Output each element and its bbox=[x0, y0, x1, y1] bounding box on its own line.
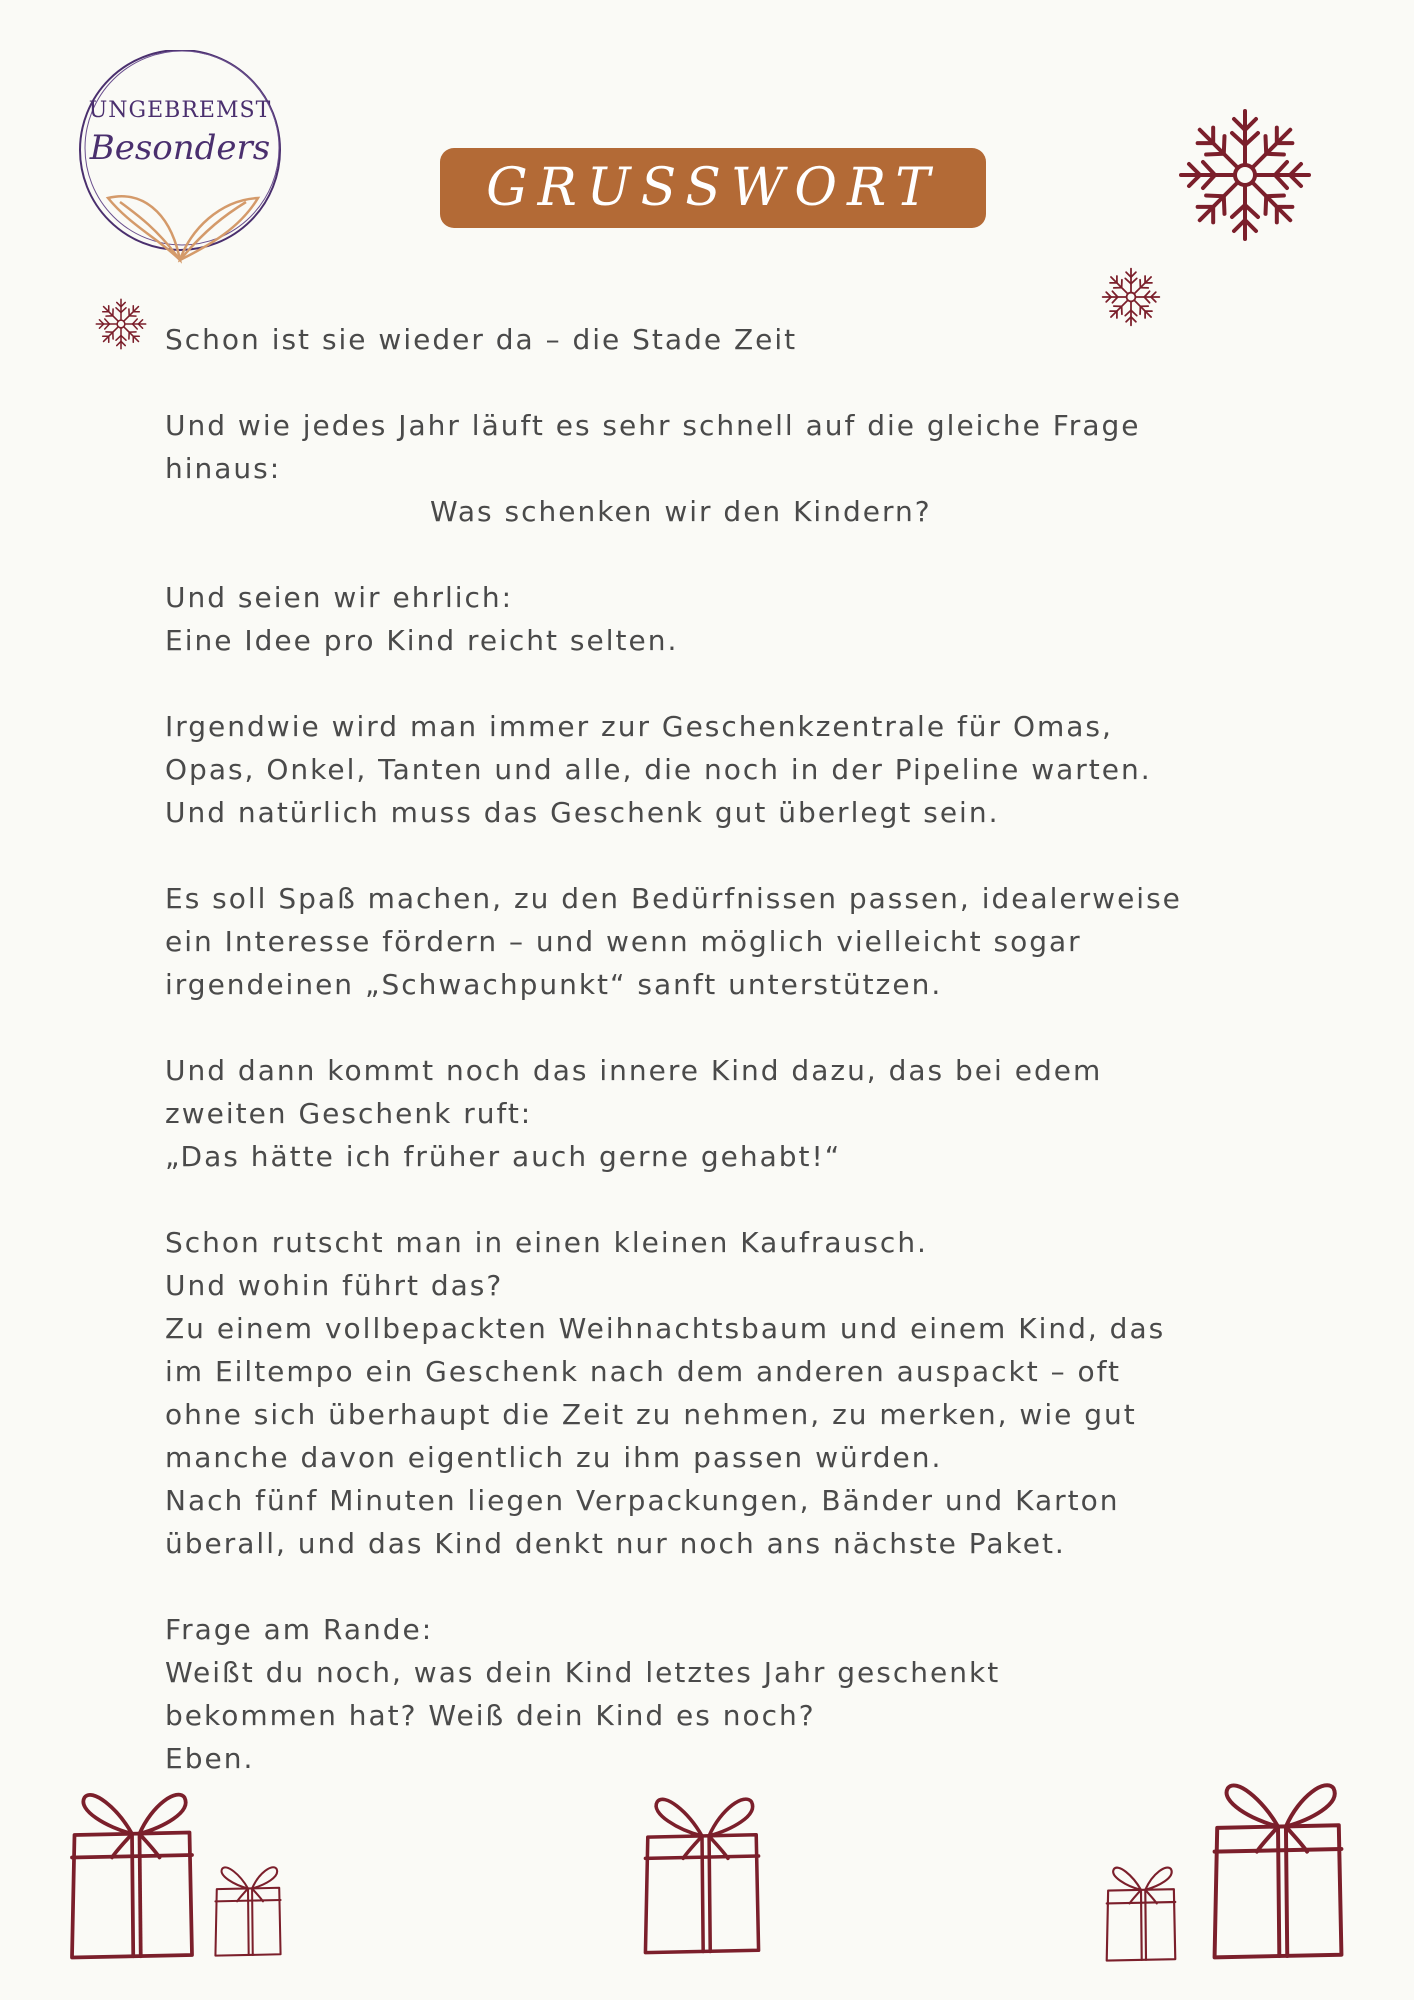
text-line: Eben. bbox=[165, 1742, 255, 1775]
snowflake-icon bbox=[1175, 105, 1315, 245]
gift-icon bbox=[1208, 1775, 1348, 1960]
gift-icon bbox=[62, 1785, 202, 1960]
paragraph bbox=[165, 404, 1295, 533]
text-line: Zu einem vollbepackten Weihnachtsbaum und einem Kind, das bbox=[165, 1312, 1166, 1345]
body-text bbox=[165, 318, 1295, 1823]
text-line: zweiten Geschenk ruft: bbox=[165, 1097, 533, 1130]
paragraph bbox=[165, 1049, 1295, 1178]
text-line: irgendeinen „Schwachpunkt“ sanft unterstützen. bbox=[165, 968, 943, 1001]
paragraph bbox=[165, 1221, 1295, 1565]
text-line: überall, und das Kind denkt nur noch ans nächste Paket. bbox=[165, 1527, 1066, 1560]
gift-icon bbox=[642, 1790, 762, 1955]
text-line: manche davon eigentlich zu ihm passen würden. bbox=[165, 1441, 943, 1474]
text-line: Nach fünf Minuten liegen Verpackungen, Bänder und Karton bbox=[165, 1484, 1120, 1517]
highlight-question: Was schenken wir den Kindern? bbox=[430, 495, 932, 528]
text-line: Und seien wir ehrlich: bbox=[165, 581, 514, 614]
paragraph bbox=[165, 576, 1295, 662]
logo bbox=[60, 50, 300, 275]
paragraph bbox=[165, 877, 1295, 1006]
text-line: Opas, Onkel, Tanten und alle, die noch in der Pipeline warten. bbox=[165, 753, 1152, 786]
text-line: Und natürlich muss das Geschenk gut überlegt sein. bbox=[165, 796, 1000, 829]
text-line: hinaus: bbox=[165, 452, 282, 485]
text-line: Weißt du noch, was dein Kind letztes Jahr geschenkt bbox=[165, 1656, 1001, 1689]
logo-text-script: Besonders bbox=[89, 128, 271, 168]
logo-text-top: UNGEBREMST bbox=[88, 98, 272, 123]
paragraph bbox=[165, 705, 1295, 834]
text-line: bekommen hat? Weiß dein Kind es noch? bbox=[165, 1699, 816, 1732]
snowflake-icon bbox=[94, 297, 148, 351]
text-line: ein Interesse fördern – und wenn möglich vielleicht sogar bbox=[165, 925, 1082, 958]
paragraph bbox=[165, 1608, 1295, 1780]
text-line: Irgendwie wird man immer zur Geschenkzentrale für Omas, bbox=[165, 710, 1113, 743]
text-line: Schon ist sie wieder da – die Stade Zeit bbox=[165, 323, 798, 356]
text-line: Und dann kommt noch das innere Kind dazu, das bei edem bbox=[165, 1054, 1103, 1087]
text-line: Und wohin führt das? bbox=[165, 1269, 504, 1302]
text-line: Es soll Spaß machen, zu den Bedürfnissen passen, idealerweise bbox=[165, 882, 1182, 915]
text-line: ohne sich überhaupt die Zeit zu nehmen, zu merken, wie gut bbox=[165, 1398, 1137, 1431]
paragraph bbox=[165, 318, 1295, 361]
text-line: im Eiltempo ein Geschenk nach dem anderen auspackt – oft bbox=[165, 1355, 1121, 1388]
page-title: GRUSSWORT bbox=[486, 158, 940, 218]
text-line: Und wie jedes Jahr läuft es sehr schnell auf die gleiche Frage bbox=[165, 409, 1141, 442]
text-line: „Das hätte ich früher auch gerne gehabt!“ bbox=[165, 1140, 842, 1173]
title-banner bbox=[440, 148, 986, 228]
text-line: Schon rutscht man in einen kleinen Kaufrausch. bbox=[165, 1226, 928, 1259]
gift-icon bbox=[1105, 1862, 1177, 1962]
text-line: Eine Idee pro Kind reicht selten. bbox=[165, 624, 679, 657]
text-line: Frage am Rande: bbox=[165, 1613, 434, 1646]
gift-icon bbox=[208, 1862, 288, 1957]
